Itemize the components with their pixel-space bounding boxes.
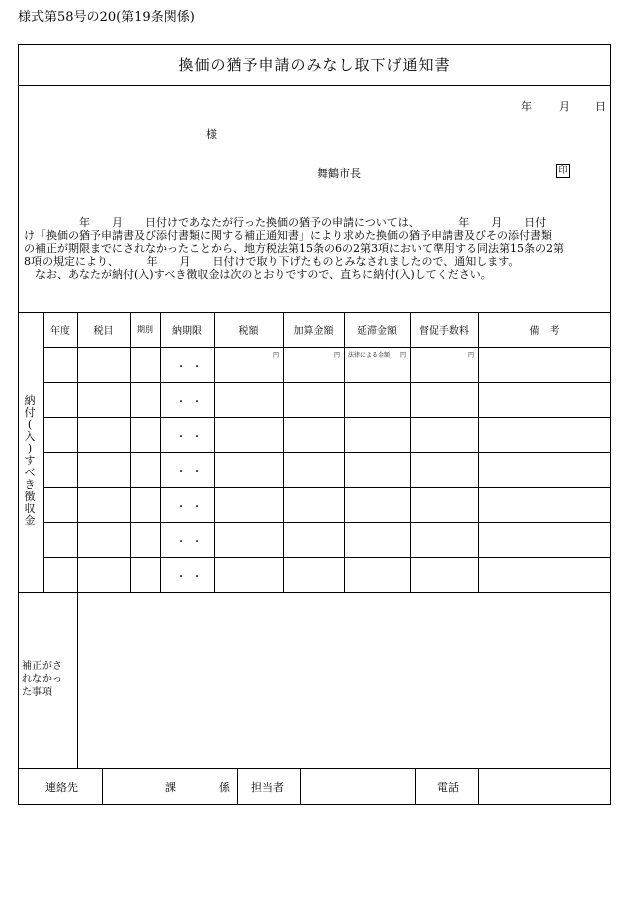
tax-amount-yen: 円 bbox=[273, 352, 280, 359]
column-rule bbox=[410, 312, 411, 592]
header-dunning-fee: 督促手数料 bbox=[419, 326, 469, 337]
notice-body-line: 年 月 日付けであなたが行った換価の猶予の申請については、 年 月 日付 bbox=[24, 216, 547, 229]
footer-phone-label: 電話 bbox=[437, 780, 459, 794]
date-month-label: 月 bbox=[559, 100, 570, 113]
column-rule bbox=[160, 312, 161, 592]
table-bottom-rule bbox=[18, 592, 611, 593]
notice-body-line: なお、あなたが納付(入)すべき徴収金は次のとおりですので、直ちに納付(入)してください。 bbox=[24, 268, 492, 281]
side-label-char: す bbox=[24, 454, 36, 467]
dunning-fee-yen: 円 bbox=[468, 352, 475, 359]
column-rule bbox=[130, 312, 131, 592]
addressee-suffix: 様 bbox=[206, 128, 217, 141]
correction-label-line: た事項 bbox=[22, 687, 52, 698]
seal-mark: 印 bbox=[556, 164, 570, 178]
header-tax-amount: 税額 bbox=[238, 326, 259, 337]
correction-items-label bbox=[22, 660, 74, 699]
correction-label-line: れなかっ bbox=[22, 674, 62, 685]
header-tax-item: 税目 bbox=[93, 326, 114, 337]
delinquency-note: 法律による金額 bbox=[348, 352, 391, 359]
footer-divider bbox=[300, 768, 301, 805]
due-date-placeholder: ・・ bbox=[176, 502, 208, 513]
document-title: 換価の猶予申請のみなし取下げ通知書 bbox=[18, 44, 611, 86]
form-number: 様式第58号の20(第19条関係) bbox=[18, 10, 195, 25]
header-year: 年度 bbox=[50, 326, 70, 337]
notice-body-line: の補正が期限までにされなかったことから、地方税法第15条の6の2第3項において準用する同法第15条の2第 bbox=[24, 242, 564, 255]
side-label-char: 徴 bbox=[24, 490, 36, 503]
footer-divider bbox=[102, 768, 103, 805]
correction-bottom-rule bbox=[18, 768, 611, 769]
side-label-char: き bbox=[24, 478, 36, 491]
due-date-placeholder: ・・ bbox=[176, 537, 208, 548]
side-label-char: 付 bbox=[24, 406, 36, 419]
row-rule bbox=[43, 452, 611, 453]
due-date-placeholder: ・・ bbox=[176, 572, 208, 583]
additional-amount-yen: 円 bbox=[334, 352, 341, 359]
header-additional-amount: 加算金額 bbox=[293, 326, 334, 337]
side-label-char: ( bbox=[27, 418, 33, 431]
notice-body-line: け「換価の猶予申請書及び添付書類に関する補正通知書」により求めた換価の猶予申請書及びその添付書類 bbox=[24, 229, 552, 242]
row-rule bbox=[43, 557, 611, 558]
column-rule bbox=[478, 312, 479, 592]
header-period: 期別 bbox=[137, 325, 153, 334]
side-label-char: 納 bbox=[24, 394, 36, 407]
column-rule bbox=[214, 312, 215, 592]
footer-contact-label: 連絡先 bbox=[45, 780, 78, 794]
due-date-placeholder: ・・ bbox=[176, 362, 208, 373]
header-delinquency-amount: 延滞金額 bbox=[357, 326, 397, 337]
due-date-placeholder: ・・ bbox=[176, 432, 208, 443]
footer-section-label: 課 bbox=[165, 780, 176, 794]
footer-divider bbox=[237, 768, 238, 805]
side-label-char: ) bbox=[27, 442, 33, 455]
notice-body bbox=[24, 216, 610, 281]
due-date-placeholder: ・・ bbox=[176, 467, 208, 478]
due-date-placeholder: ・・ bbox=[176, 397, 208, 408]
side-label-char: 入 bbox=[24, 430, 36, 443]
column-rule bbox=[283, 312, 284, 592]
row-rule bbox=[43, 522, 611, 523]
footer-divider bbox=[415, 768, 416, 805]
correction-divider bbox=[77, 592, 78, 768]
footer-person-label: 担当者 bbox=[251, 780, 284, 794]
header-due-date: 納期限 bbox=[172, 326, 202, 337]
delinquency-amount-yen: 円 bbox=[400, 352, 407, 359]
header-bottom-rule bbox=[43, 347, 611, 348]
date-day-label: 日 bbox=[595, 100, 606, 113]
footer-divider bbox=[478, 768, 479, 805]
row-rule bbox=[43, 382, 611, 383]
column-rule bbox=[77, 312, 78, 592]
side-label-char: べ bbox=[24, 466, 36, 479]
side-label-payable bbox=[22, 395, 38, 527]
footer-subsection-label: 係 bbox=[219, 780, 230, 794]
header-remarks: 備 考 bbox=[529, 326, 560, 337]
row-rule bbox=[43, 417, 611, 418]
side-label-char: 金 bbox=[24, 514, 36, 527]
notice-body-line: 8項の規定により、 年 月 日付けで取り下げたものとみなされましたので、通知します。 bbox=[24, 255, 520, 268]
form-frame bbox=[18, 44, 611, 805]
date-year-label: 年 bbox=[521, 100, 532, 113]
sender-name: 舞鶴市長 bbox=[317, 167, 361, 180]
column-rule bbox=[344, 312, 345, 592]
column-rule bbox=[43, 312, 44, 592]
side-label-char: 収 bbox=[24, 502, 36, 515]
row-rule bbox=[43, 487, 611, 488]
correction-label-line: 補正がさ bbox=[22, 661, 62, 672]
